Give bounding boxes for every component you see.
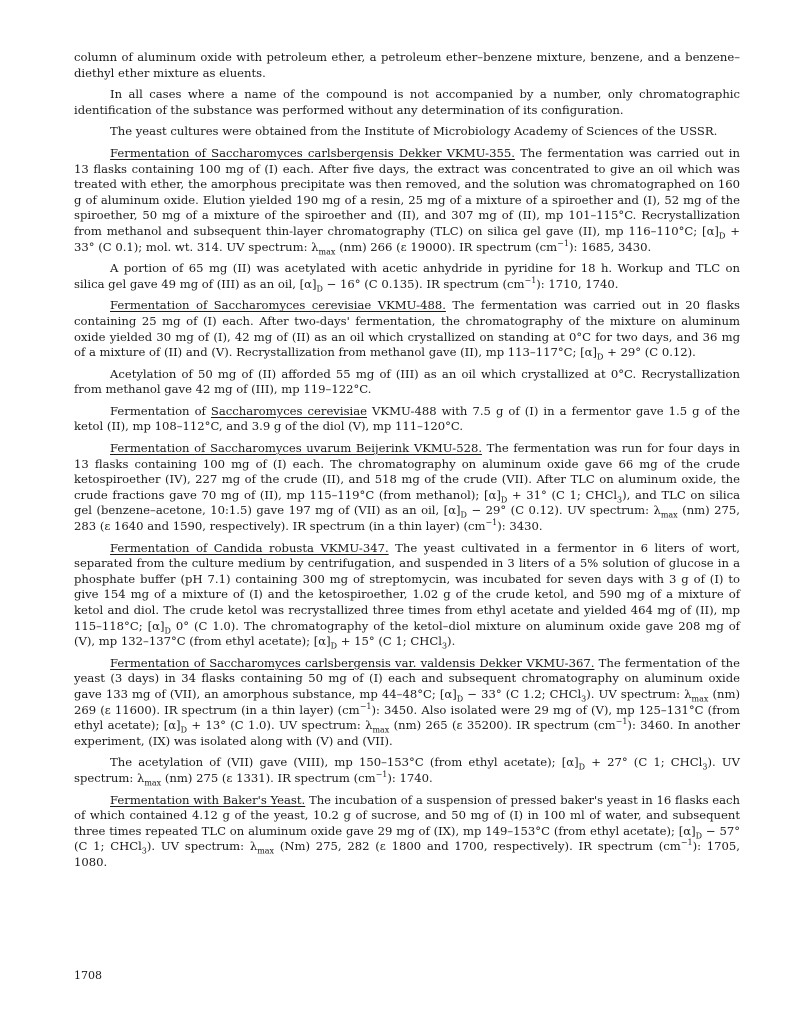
subscript: 3 [141, 846, 147, 856]
paragraph-text: (nm) 269 (ε 11600). IR spectrum (in a thin layer) (cm [74, 686, 740, 717]
paragraph-text: + 27° (C 1; CHCl [585, 755, 703, 770]
subscript: D [330, 641, 338, 651]
section-heading: Fermentation with Baker's Yeast. [110, 792, 306, 807]
subscript: D [578, 762, 586, 772]
subscript: D [164, 625, 171, 635]
paragraph-text: + 15° (C 1; CHCl [337, 634, 442, 649]
paragraph [74, 124, 740, 140]
paragraph-text: ). UV spectrum: λ [586, 686, 692, 701]
section-heading: Fermentation of Saccharomyces carlsbergensis var. valdensis Dekker VKMU-367. [110, 655, 595, 670]
paragraph-text: The fermentation was run for four days in 13 flasks containing 100 mg of (I) each. The chromatography on aluminum oxide gave 66 mg of the crude ketospiroether (IV), 227 mg of the crude (II), and 518 mg of the crude (VII). After TLC on aluminum oxide, the crude fractions gave 70 mg of (II), mp 115–119°C (from methanol); [α] [74, 441, 741, 502]
paragraph-text: column of aluminum oxide with petroleum ether, a petroleum ether–benzene mixture, benzene, and a benzene–diethyl ether mixture as eluents. [74, 50, 740, 80]
superscript: −1 [524, 275, 537, 285]
section-heading: Fermentation of Candida robusta VKMU-347. [110, 540, 389, 555]
paragraph-text: ). UV spectrum: λ [74, 755, 740, 785]
page-number: 1708 [74, 969, 102, 982]
paragraph-text: (Nm) 275, 282 (ε 1800 and 1700, respectively). IR spectrum (cm [274, 839, 681, 854]
paragraph-text: (nm) 265 (ε 35200). IR spectrum (cm [389, 718, 616, 733]
paragraph-text: + 13° (C 1.0). UV spectrum: λ [187, 718, 373, 733]
paragraph-text: + 33° (C 0.1); mol. wt. 314. UV spectrum: λ [74, 223, 740, 254]
paragraph-text: ): 1705, 1080. [74, 839, 740, 869]
paragraph [74, 404, 740, 435]
paragraph-text: ): 3450. Also isolated were 29 mg of (V), mp 125–131°C (from ethyl acetate); [α] [74, 702, 740, 733]
paragraph [74, 261, 740, 292]
subscript: max [660, 510, 678, 520]
paragraph-text: The fermentation was carried out in 13 flasks containing 100 mg of (I) each. After five days, the extract was concentrated to give an oil which was treated with ether, the amorphous precipitate was then removed, and the solution was chromatographed on 160 g of aluminum oxide. Elution yielded 190 mg of a resin, 25 mg of a mixture of a spiroether and (I), 52 mg of the spiroether, 50 mg of a mixture of the spiroether and (II), and 307 mg of (II), mp 101–115°C. Recrystallization from methanol and subsequent thin-layer chromatography (TLC) on silica gel gave (II), mp 116–110°C; [α] [74, 145, 740, 238]
paragraph-text: ). UV spectrum: λ [146, 839, 258, 854]
paragraph-text: − 33° (C 1.2; CHCl [463, 686, 582, 701]
paragraph-text: ), and TLC on silica gel (benzene–acetone, 10:1.5) gave 197 mg of (VII) as an oil, [α] [74, 487, 740, 518]
subscript: D [718, 231, 726, 241]
subscript: max [257, 846, 275, 856]
paragraph-text: The fermentation was carried out in 20 flasks containing 25 mg of (I) each. After two-days' fermentation, the chromatography of the mixture on aluminum oxide yielded 30 mg of (I), 42 mg of (II) as an oil which crystallized on standing at 0°C for two days, and 36 mg of a mixture of (II) and (V). Recrystallization from methanol gave (II), mp 113–117°C; [α] [74, 298, 740, 360]
section-heading: Fermentation of Saccharomyces cerevisiae VKMU-488. [110, 298, 446, 313]
paragraph-text: ): 1710, 1740. [536, 276, 619, 291]
subscript: D [500, 495, 508, 505]
paragraph-text: − 16° (C 0.135). IR spectrum (cm [322, 276, 525, 291]
subscript: 3 [581, 694, 587, 704]
paragraph-text: 0° (C 1.0). The chromatography of the ketol–diol mixture on aluminum oxide gave 208 mg of (V), mp 132–137°C (from ethyl acetate); [α] [74, 618, 740, 649]
subscript: D [316, 284, 323, 294]
paragraph-text: (nm) 266 (ε 19000). IR spectrum (cm [335, 239, 558, 254]
paragraph-text: − 57° (C 1; CHCl [74, 823, 740, 854]
paragraph-text: − 29° (C 0.12). UV spectrum: λ [466, 503, 661, 518]
paragraph [74, 441, 740, 535]
superscript: −1 [375, 770, 388, 780]
paragraph-text: The fermentation of the yeast (3 days) in 34 flasks containing 50 mg of (I) each and subsequent chromatography on aluminum oxide gave 133 mg of (VII), an amorphous substance, mp 44–48°C; [α] [74, 655, 740, 701]
superscript: −1 [615, 717, 628, 727]
subscript: 3 [441, 641, 448, 651]
paragraph-text: ): 1685, 3430. [568, 239, 652, 254]
paragraph-text: ): 1740. [387, 770, 433, 785]
paragraph-text: The yeast cultures were obtained from the Institute of Microbiology Academy of Sciences of the USSR. [110, 124, 718, 139]
superscript: −1 [485, 518, 498, 528]
superscript: −1 [680, 838, 693, 848]
subscript: 3 [702, 762, 708, 772]
paragraph-text: In all cases where a name of the compound is not accompanied by a number, only chromatographic identification of the substance was performed without any determination of its configuration. [74, 87, 740, 117]
superscript: −1 [359, 701, 372, 711]
subscript: max [318, 246, 336, 256]
paragraph [74, 755, 740, 786]
subscript: max [691, 694, 709, 704]
paragraph-text: ). [447, 634, 456, 649]
paragraph-text: VKMU-488 with 7.5 g of (I) in a fermentor gave 1.5 g of the ketol (II), mp 108–112°C, and 3.9 g of the diol (V), mp 111–120°C. [74, 403, 740, 434]
paragraph-text: + 31° (C 1; CHCl [507, 487, 618, 502]
subscript: D [695, 831, 703, 841]
paragraph-text: + 29° (C 0.12). [603, 345, 696, 360]
section-heading: Fermentation of Saccharomyces uvarum Beijerink VKMU-528. [110, 441, 483, 456]
paragraph-text: Acetylation of 50 mg of (II) afforded 55 mg of (III) as an oil which crystallized at 0°C. Recrystallization from methanol gave 42 mg of (III), mp 119–122°C. [74, 366, 740, 397]
superscript: −1 [557, 238, 569, 248]
paper-body [74, 50, 740, 877]
paragraph-text: The yeast cultivated in a fermentor in 6 liters of wort, separated from the culture medium by centrifugation, and suspended in 3 liters of a 5% solution of glucose in a phosphate buffer (pH 7.1) containing 300 mg of streptomycin, was incubated for seven days with 3 g of (I) to give 154 mg of a mixture of (I) and the ketospiroether, 1.02 g of the crude ketol, and 590 mg of a mixture of ketol and diol. The crude ketol was recrystallized three times from ethyl acetate and yielded 464 mg of (II), mp 115–118°C; [α] [74, 540, 740, 633]
paragraph-text: A portion of 65 mg (II) was acetylated with acetic anhydride in pyridine for 18 h. Workup and TLC on silica gel gave 49 mg of (III) as an oil, [α] [74, 261, 740, 291]
paragraph [74, 50, 740, 81]
paragraph-text: (nm) 275 (ε 1331). IR spectrum (cm [161, 770, 376, 785]
paragraph-text: ): 3460. In another experiment, (IX) was isolated along with (V) and (VII). [74, 718, 740, 748]
paragraph [74, 298, 740, 360]
paragraph [74, 793, 740, 871]
paragraph-text: The acetylation of (VII) gave (VIII), mp 150–153°C (from ethyl acetate); [α] [110, 755, 579, 770]
section-heading: Saccharomyces cerevisiae [210, 403, 367, 418]
subscript: max [144, 778, 162, 788]
subscript: D [597, 352, 604, 362]
subscript: D [456, 694, 464, 704]
subscript: D [460, 510, 467, 520]
subscript: 3 [617, 495, 623, 505]
paragraph [74, 87, 740, 118]
paragraph-text: ): 3430. [497, 519, 543, 534]
paragraph-text: (nm) 275, 283 (ε 1640 and 1590, respectively). IR spectrum (in a thin layer) (cm [74, 503, 740, 534]
paragraph [74, 541, 740, 650]
paragraph [74, 656, 740, 750]
section-heading: Fermentation of Saccharomyces carlsbergensis Dekker VKMU-355. [110, 145, 515, 160]
subscript: D [180, 725, 187, 735]
paragraph-text: The incubation of a suspension of pressed baker's yeast in 16 flasks each of which contained 4.12 g of the yeast, 10.2 g of sucrose, and 50 mg of (I) in 100 ml of water, and subsequent three times repeated TLC on aluminum oxide gave 29 mg of (IX), mp 149–153°C (from ethyl acetate); [α] [74, 792, 741, 838]
paragraph [74, 146, 740, 255]
subscript: max [372, 725, 390, 735]
paragraph [74, 367, 740, 398]
paragraph-text: Fermentation of [110, 403, 211, 418]
